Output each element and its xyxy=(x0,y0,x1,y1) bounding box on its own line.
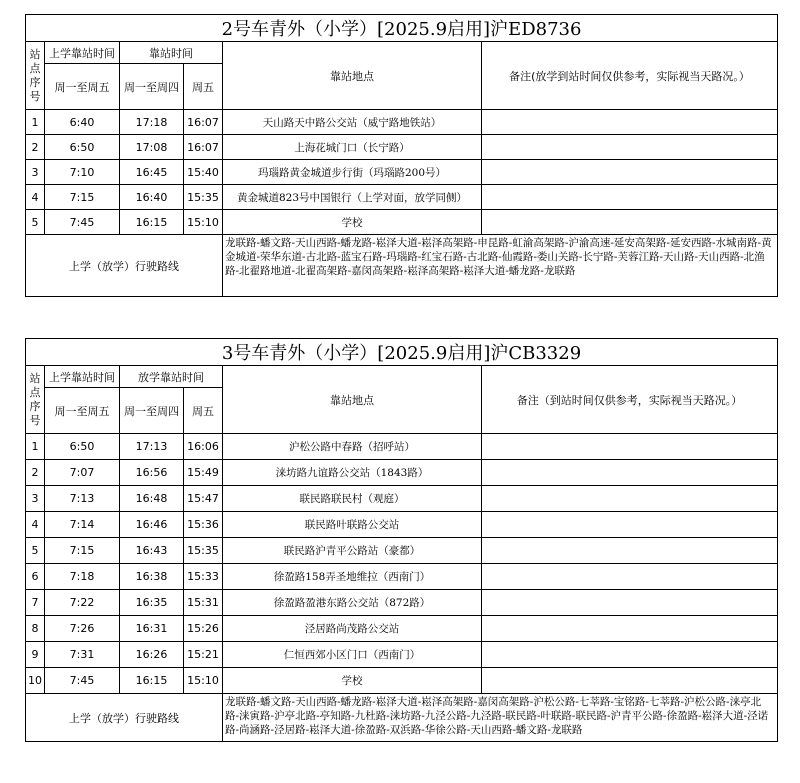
remark-cell xyxy=(482,160,778,185)
fri-time-cell: 15:26 xyxy=(184,616,223,642)
weekday-header: 周一至周五 xyxy=(45,64,120,110)
pm-time-cell: 16:40 xyxy=(120,185,184,210)
pm-time-cell: 16:38 xyxy=(120,564,184,590)
table-row xyxy=(26,434,778,460)
pm-time-cell: 16:43 xyxy=(120,538,184,564)
am-time-cell: 7:26 xyxy=(45,616,120,642)
pm-time-cell: 16:48 xyxy=(120,486,184,512)
fri-time-cell: 15:10 xyxy=(184,668,223,694)
pm-time-header: 靠站时间 xyxy=(120,42,223,64)
pm-time-cell: 16:15 xyxy=(120,668,184,694)
fri-time-cell: 15:21 xyxy=(184,642,223,668)
fri-header: 周五 xyxy=(184,64,223,110)
stop-seq-cell: 4 xyxy=(26,512,45,538)
pm-time-cell: 17:13 xyxy=(120,434,184,460)
stop-seq-cell: 5 xyxy=(26,210,45,235)
pm-time-header: 放学靠站时间 xyxy=(120,366,223,388)
table-row xyxy=(26,135,778,160)
stop-seq-cell: 1 xyxy=(26,434,45,460)
am-time-header: 上学靠站时间 xyxy=(45,42,120,64)
route-text: 龙联路-蟠文路-天山西路-蟠龙路-崧泽大道-崧泽高架路-嘉闵高架路-沪松公路-七莘路-宝铭路-七莘路-沪松公路-涞亭北路-涞寅路-沪亭北路-亭知路-九杜路-涞坊路-九泾公路-九泾路-联民路-叶联路-联民路-沪青平公路-徐盈路-崧泽大道-泾诺路-尚涵路-泾居路-崧泽大道-徐盈路-双浜路-华徐公路-天山西路-蟠文路-龙联路 xyxy=(223,694,778,742)
table-row xyxy=(26,486,778,512)
stop-seq-cell: 3 xyxy=(26,486,45,512)
location-cell: 徐盈路盈港东路公交站（872路） xyxy=(223,590,482,616)
table-row xyxy=(26,512,778,538)
table-row xyxy=(26,160,778,185)
stop-seq-cell: 5 xyxy=(26,538,45,564)
location-cell: 联民路联民村（观庭） xyxy=(223,486,482,512)
location-cell: 徐盈路158弄圣地维拉（西南门） xyxy=(223,564,482,590)
remark-cell xyxy=(482,486,778,512)
remark-cell xyxy=(482,668,778,694)
fri-time-cell: 16:07 xyxy=(184,110,223,135)
remark-cell xyxy=(482,434,778,460)
route-label: 上学（放学）行驶路线 xyxy=(26,694,223,742)
table-row xyxy=(26,110,778,135)
remark-cell xyxy=(482,110,778,135)
am-time-cell: 6:40 xyxy=(45,110,120,135)
remark-cell xyxy=(482,210,778,235)
location-cell: 泾居路尚茂路公交站 xyxy=(223,616,482,642)
location-cell: 天山路天中路公交站（威宁路地铁站） xyxy=(223,110,482,135)
am-time-cell: 7:13 xyxy=(45,486,120,512)
stop-seq-cell: 9 xyxy=(26,642,45,668)
location-cell: 黄金城道823号中国银行（上学对面，放学同侧） xyxy=(223,185,482,210)
fri-time-cell: 15:35 xyxy=(184,538,223,564)
remark-cell xyxy=(482,642,778,668)
table-row xyxy=(26,564,778,590)
am-time-cell: 7:22 xyxy=(45,590,120,616)
table-row xyxy=(26,185,778,210)
pm-time-cell: 16:45 xyxy=(120,160,184,185)
seq-header: 站点序号 xyxy=(26,366,45,434)
pm-time-cell: 17:08 xyxy=(120,135,184,160)
location-header: 靠站地点 xyxy=(223,42,482,110)
stop-seq-cell: 1 xyxy=(26,110,45,135)
weekday-header: 周一至周五 xyxy=(45,388,120,434)
am-time-cell: 7:45 xyxy=(45,668,120,694)
pm-time-cell: 16:26 xyxy=(120,642,184,668)
location-cell: 联民路沪青平公路站（豪都） xyxy=(223,538,482,564)
am-time-cell: 7:10 xyxy=(45,160,120,185)
stop-seq-cell: 3 xyxy=(26,160,45,185)
table-row xyxy=(26,668,778,694)
table-row xyxy=(26,538,778,564)
location-cell: 玛瑙路黄金城道步行街（玛瑙路200号） xyxy=(223,160,482,185)
pm-time-cell: 16:15 xyxy=(120,210,184,235)
fri-time-cell: 15:36 xyxy=(184,512,223,538)
table-row xyxy=(26,590,778,616)
table-title: 2号车青外（小学）[2025.9启用]沪ED8736 xyxy=(26,15,778,42)
location-cell: 上海花城门口（长宁路） xyxy=(223,135,482,160)
stop-seq-cell: 6 xyxy=(26,564,45,590)
location-header: 靠站地点 xyxy=(223,366,482,434)
seq-header: 站点序号 xyxy=(26,42,45,110)
remark-cell xyxy=(482,564,778,590)
am-time-header: 上学靠站时间 xyxy=(45,366,120,388)
remark-cell xyxy=(482,512,778,538)
am-time-cell: 7:45 xyxy=(45,210,120,235)
stop-seq-cell: 8 xyxy=(26,616,45,642)
table-title: 3号车青外（小学）[2025.9启用]沪CB3329 xyxy=(26,339,778,366)
fri-time-cell: 16:07 xyxy=(184,135,223,160)
table-row xyxy=(26,642,778,668)
remark-header: 备注(放学到站时间仅供参考，实际视当天路况。） xyxy=(482,42,778,110)
table-row xyxy=(26,616,778,642)
fri-time-cell: 15:40 xyxy=(184,160,223,185)
remark-cell xyxy=(482,538,778,564)
am-time-cell: 6:50 xyxy=(45,434,120,460)
bus-schedule-table-2 xyxy=(25,14,778,297)
am-time-cell: 7:18 xyxy=(45,564,120,590)
pm-time-cell: 16:56 xyxy=(120,460,184,486)
fri-time-cell: 15:33 xyxy=(184,564,223,590)
location-cell: 仁恒西郊小区门口（西南门） xyxy=(223,642,482,668)
stop-seq-cell: 2 xyxy=(26,135,45,160)
fri-time-cell: 15:10 xyxy=(184,210,223,235)
stop-seq-cell: 2 xyxy=(26,460,45,486)
am-time-cell: 7:07 xyxy=(45,460,120,486)
remark-cell xyxy=(482,616,778,642)
remark-cell xyxy=(482,590,778,616)
location-cell: 学校 xyxy=(223,668,482,694)
location-cell: 联民路叶联路公交站 xyxy=(223,512,482,538)
stop-seq-cell: 7 xyxy=(26,590,45,616)
location-cell: 学校 xyxy=(223,210,482,235)
fri-time-cell: 15:47 xyxy=(184,486,223,512)
fri-time-cell: 15:31 xyxy=(184,590,223,616)
route-label: 上学（放学）行驶路线 xyxy=(26,235,223,297)
remark-header: 备注（到站时间仅供参考，实际视当天路况。） xyxy=(482,366,778,434)
pm-time-cell: 16:35 xyxy=(120,590,184,616)
table-row xyxy=(26,210,778,235)
am-time-cell: 7:15 xyxy=(45,185,120,210)
bus-schedule-table-3 xyxy=(25,338,778,742)
table-row xyxy=(26,460,778,486)
pm-time-cell: 16:31 xyxy=(120,616,184,642)
am-time-cell: 7:15 xyxy=(45,538,120,564)
am-time-cell: 7:14 xyxy=(45,512,120,538)
mon-thu-header: 周一至周四 xyxy=(120,388,184,434)
stop-seq-cell: 4 xyxy=(26,185,45,210)
remark-cell xyxy=(482,460,778,486)
pm-time-cell: 16:46 xyxy=(120,512,184,538)
fri-time-cell: 16:06 xyxy=(184,434,223,460)
fri-time-cell: 15:35 xyxy=(184,185,223,210)
fri-time-cell: 15:49 xyxy=(184,460,223,486)
am-time-cell: 7:31 xyxy=(45,642,120,668)
location-cell: 沪松公路中春路（招呼站） xyxy=(223,434,482,460)
remark-cell xyxy=(482,185,778,210)
remark-cell xyxy=(482,135,778,160)
stop-seq-cell: 10 xyxy=(26,668,45,694)
mon-thu-header: 周一至周四 xyxy=(120,64,184,110)
route-text: 龙联路-蟠文路-天山西路-蟠龙路-崧泽大道-崧泽高架路-申昆路-虹渝高架路-沪渝高速-延安高架路-延安西路-水城南路-黄金城道-荣华东道-古北路-蓝宝石路-玛瑙路-红宝石路-古北路-仙霞路-娄山关路-长宁路-芙蓉江路-天山路-天山西路-北渔路-北翟路地道-北翟高架路-嘉闵高架路-崧泽高架路-崧泽大道-蟠龙路-龙联路 xyxy=(223,235,778,297)
pm-time-cell: 17:18 xyxy=(120,110,184,135)
fri-header: 周五 xyxy=(184,388,223,434)
am-time-cell: 6:50 xyxy=(45,135,120,160)
location-cell: 涞坊路九谊路公交站（1843路） xyxy=(223,460,482,486)
